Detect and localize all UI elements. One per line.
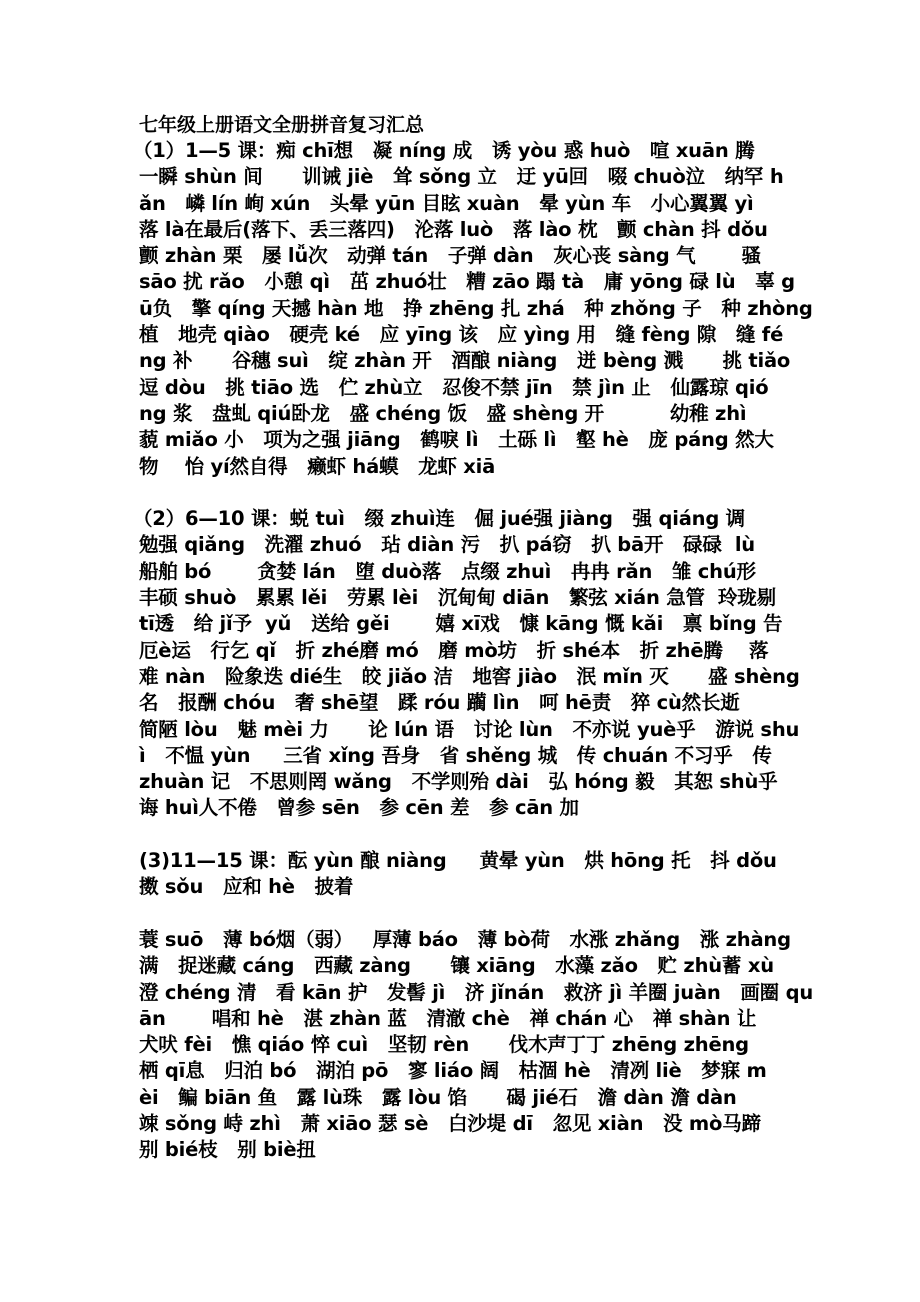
text-line: 擞 sǒu 应和 hè 披着 bbox=[139, 875, 354, 899]
text-line: ng 补 谷穗 suì 绽 zhàn 开 酒酿 niàng 迸 bèng 溅 挑 tiǎo bbox=[139, 349, 791, 373]
text-line: zhuàn 记 不思则罔 wǎng 不学则殆 dài 弘 hóng 毅 其恕 shù乎 bbox=[139, 770, 778, 794]
text-line: 竦 sǒng 峙 zhì 萧 xiāo 瑟 sè 白沙堤 dī 忽见 xiàn 没 mò马蹄 bbox=[139, 1111, 761, 1135]
document-title: 七年级上册语文全册拼音复习汇总 bbox=[139, 114, 425, 136]
text-line: (3)11—15 课：酝 yùn 酿 niàng 黄晕 yùn 烘 hōng 托 抖 dǒu bbox=[139, 849, 777, 873]
text-line: 难 nàn 险象迭 dié生 皎 jiǎo 洁 地窖 jiào 泯 mǐn 灭 盛 shèng bbox=[139, 664, 800, 688]
text-line: 名 报酬 chóu 奢 shē望 蹂 róu 躏 lìn 呵 hē责 猝 cù然长逝 bbox=[139, 691, 740, 715]
blank-line bbox=[139, 480, 819, 506]
text-line: （1）1—5 课：痴 chī想 凝 níng 成 诱 yòu 惑 huò 喧 xuān 腾 bbox=[133, 139, 755, 162]
section-lessons-1-5 bbox=[133, 138, 819, 480]
document-page bbox=[133, 112, 819, 1164]
blank-line bbox=[139, 901, 819, 927]
text-line: 一瞬 shùn 间 训诫 jiè 耸 sǒng 立 迂 yū回 啜 chuò泣 纳罕 h bbox=[139, 165, 784, 189]
text-line: 藐 miǎo 小 项为之强 jiāng 鹤唳 lì 土砾 lì 壑 hè 庞 páng 然大 bbox=[139, 428, 774, 452]
text-line: 船舶 bó 贪婪 lán 堕 duò落 点缀 zhuì 冉冉 rǎn 雏 chú形 bbox=[139, 559, 756, 583]
text-line: 简陋 lòu 魅 mèi 力 论 lún 语 讨论 lùn 不亦说 yuè乎 游说 shu bbox=[139, 717, 800, 741]
text-line: 勉强 qiǎng 洗濯 zhuó 玷 diàn 污 扒 pá窃 扒 bā开 碌碌 lù bbox=[139, 533, 755, 557]
text-line: 蓑 suō 薄 bó烟（弱） 厚薄 báo 薄 bò荷 水涨 zhǎng 涨 zhàng bbox=[139, 927, 791, 951]
text-line: 诲 huì人不倦 曾参 sēn 参 cēn 差 参 cān 加 bbox=[139, 796, 579, 820]
text-line: ì 不愠 yùn 三省 xǐng 吾身 省 shěng 城 传 chuán 不习乎 传 bbox=[139, 743, 772, 767]
blank-line bbox=[139, 822, 819, 848]
text-line: 别 bié枝 别 biè扭 bbox=[139, 1138, 316, 1162]
text-line: 犬吠 fèi 憔 qiáo 悴 cuì 坚韧 rèn 伐木声丁丁 zhēng zhēng bbox=[139, 1033, 749, 1057]
text-line: 落 là在最后(落下、丢三落四) 沦落 luò 落 lào 枕 颤 chàn 抖 dǒu bbox=[139, 217, 768, 241]
text-line: （2）6—10 课：蜕 tuì 缀 zhuì连 倔 jué强 jiàng 强 qiáng 调 bbox=[133, 507, 745, 531]
text-line: 逗 dòu 挑 tiāo 选 伫 zhù立 忍俊不禁 jīn 禁 jìn 止 仙露琼 qió bbox=[139, 375, 769, 399]
section-lessons-11-15-continued bbox=[139, 927, 819, 1164]
text-line: 丰硕 shuò 累累 lěi 劳累 lèi 沉甸甸 diān 繁弦 xián 急管 玲珑剔 bbox=[139, 586, 776, 610]
text-line: 满 捉迷藏 cáng 西藏 zàng 镶 xiāng 水藻 zǎo 贮 zhù蓄 xù bbox=[139, 954, 774, 978]
text-line: 厄è运 行乞 qǐ 折 zhé磨 mó 磨 mò坊 折 shé本 折 zhē腾 落 bbox=[139, 638, 769, 662]
text-line: 颤 zhàn 栗 屡 lǚ次 动弹 tán 子弹 dàn 灰心丧 sàng 气 骚 bbox=[139, 244, 761, 268]
section-lessons-6-10 bbox=[133, 506, 819, 822]
text-line: tī透 给 jǐ予 yǔ 送给 gěi 嬉 xī戏 慷 kāng 慨 kǎi 禀 bǐng 告 bbox=[139, 612, 783, 636]
text-line: sāo 扰 rǎo 小憩 qì 茁 zhuó壮 糟 zāo 蹋 tà 庸 yōng 碌 lù 辜 g bbox=[139, 270, 795, 294]
text-line: 栖 qī息 归泊 bó 湖泊 pō 寥 liáo 阔 枯涸 hè 清冽 liè 梦寐 m bbox=[139, 1059, 767, 1083]
text-line: 物 怡 yí然自得 癞虾 há蟆 龙虾 xiā bbox=[139, 454, 496, 478]
text-line: ān 唱和 hè 湛 zhàn 蓝 清澈 chè 禅 chán 心 禅 shàn 让 bbox=[139, 1006, 757, 1030]
text-line: ǎn 嶙 lín 峋 xún 头晕 yūn 目眩 xuàn 晕 yùn 车 小心翼翼 yì bbox=[139, 191, 754, 215]
text-line: èi 鳊 biān 鱼 露 lù珠 露 lòu 馅 碣 jié石 澹 dàn 澹 dàn bbox=[139, 1085, 737, 1109]
text-line: 澄 chéng 清 看 kān 护 发髻 jì 济 jǐnán 救济 jì 羊圈 juàn 画圈 qu bbox=[139, 980, 814, 1004]
text-line: ū负 擎 qíng 天撼 hàn 地 挣 zhēng 扎 zhá 种 zhǒng 子 种 zhòng bbox=[139, 296, 813, 320]
section-lessons-11-15 bbox=[139, 848, 819, 901]
text-line: 植 地壳 qiào 硬壳 ké 应 yīng 该 应 yìng 用 缝 fèng 隙 缝 fé bbox=[139, 323, 784, 347]
text-line: ng 浆 盘虬 qiú卧龙 盛 chéng 饭 盛 shèng 开 幼稚 zhì bbox=[139, 401, 747, 425]
